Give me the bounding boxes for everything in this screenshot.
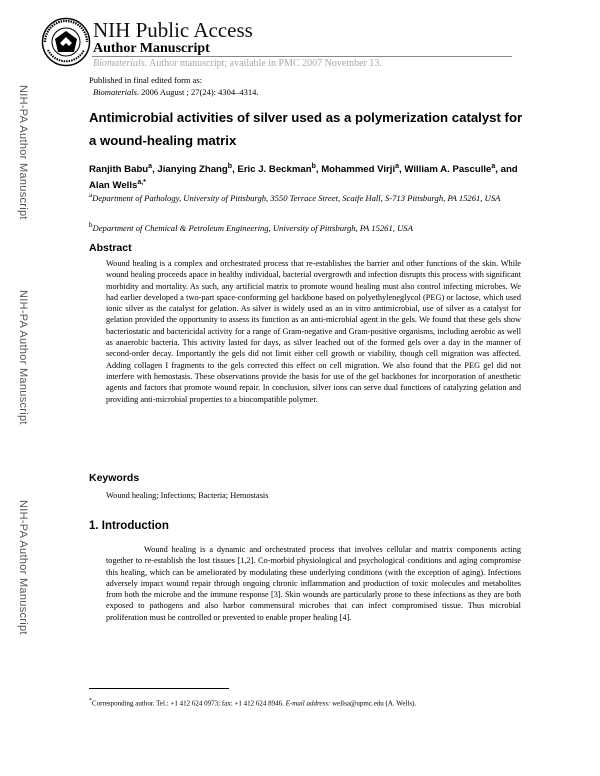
keywords-heading: Keywords xyxy=(89,472,140,484)
side-label-top: NIH-PA Author Manuscript xyxy=(17,85,29,220)
journal-citation: Biomaterials. 2006 August ; 27(24): 4304–4314. xyxy=(93,87,259,97)
affiliation-b: $^b$Department of Chemical & Petroleum Engineering, University of Pittsburgh, PA 15261, USA xyxy=(89,221,413,233)
author-list: Ranjith Babu$^a$, Jianying Zhang$^b$, Eric J. Beckman$^b$, Mohammed Virji$^a$, William A. Pasculle$^a$, and Alan Wells$^{a,*}$ xyxy=(89,163,518,192)
corresponding-author-footnote: *Corresponding author. Tel.: +1 412 624 0973; fax: +1 412 624 8946. E-mail address: wellsa@upmc.edu (A. Wells). xyxy=(89,698,417,708)
availability-citation: Biomaterials. Author manuscript; available in PMC 2007 November 13. xyxy=(93,58,382,69)
introduction-heading: 1. Introduction xyxy=(89,520,169,532)
side-label-bottom: NIH-PA Author Manuscript xyxy=(17,500,29,635)
author-manuscript-label: Author Manuscript xyxy=(93,41,210,56)
nih-public-access-title: NIH Public Access xyxy=(93,18,253,42)
abstract-text: Wound healing is a complex and orchestrated process that re-establishes the barrier and other functions of the skin. While wound healing proceeds apace in healthy individual, bacterial overgrowth and infection disrupts this process with significant morbidity and mortality. As such, any artificial matrix to promote wound healing must also control infecting microbes. We had earlier developed a two-part space-conforming gel backbone based on polyethyleneglycol (PEG) or lactose, which used ionic silver as the catalyst for gelation. As silver is widely used as an in vitro antimicrobial, use of silver as a catalyst for gelation provided the opportunity to assess its function as an anti-microbial agent in the gels. We found that these gels show bacteriostatic and bactericidal activity for a range of Gram-negative and Gram-positive organisms, including aerobic as well as anaerobic bacteria. This activity lasted for days, as silver leached out of the formed gels over a day in the manner of second-order decay. Importantly the gels did not limit either cell growth or viability, though cell migration was affected. Adding collagen I fragments to the gels corrected this effect on cell migration. We also found that the PEG gel did not interfere with hemostasis. These observations provide the basis for use of the gel backbones for incorporation of anesthetic agents and factors that promote wound repair. In conclusion, silver ions can serve dual functions of catalyzing gelation and providing anti-microbial properties to a biocompatible polymer. xyxy=(106,259,521,404)
keywords-text: Wound healing; Infections; Bacteria; Hemostasis xyxy=(106,491,269,500)
introduction-text: Wound healing is a dynamic and orchestrated process that involves cellular and matrix components acting together to re-establish the lost tissues [1,2]. Co-morbid physiological and psychological conditions and aging compromise this healing, which can be ameliorated by modulating these underlying conditions (with the exception of aging). Infections adversely impact wound repair through ongoing chronic inflammation and production of toxic molecules and metabolites from both the microbe and the immune response [3]. Skin wounds are particularly prone to these infections as they are both exposed to pathogens and also harbor commensural microbes that can infect compromised tissue. Thus microbial proliferation must be controlled or prevented to enable proper healing [4]. xyxy=(106,545,521,622)
article-title: Antimicrobial activities of silver used as a polymerization catalyst for a wound-healing matrix xyxy=(89,110,523,148)
side-label-middle: NIH-PA Author Manuscript xyxy=(17,290,29,425)
published-in-label: Published in final edited form as: xyxy=(89,75,203,85)
abstract-heading: Abstract xyxy=(89,242,132,254)
nih-seal-logo xyxy=(41,17,91,67)
header-divider xyxy=(92,56,512,57)
affiliation-a: $^a$Department of Pathology, University of Pittsburgh, 3550 Terrace Street, Scaife Hall, S-713 Pittsburgh, PA 15261, USA xyxy=(89,191,501,203)
footnote-divider xyxy=(89,688,229,689)
